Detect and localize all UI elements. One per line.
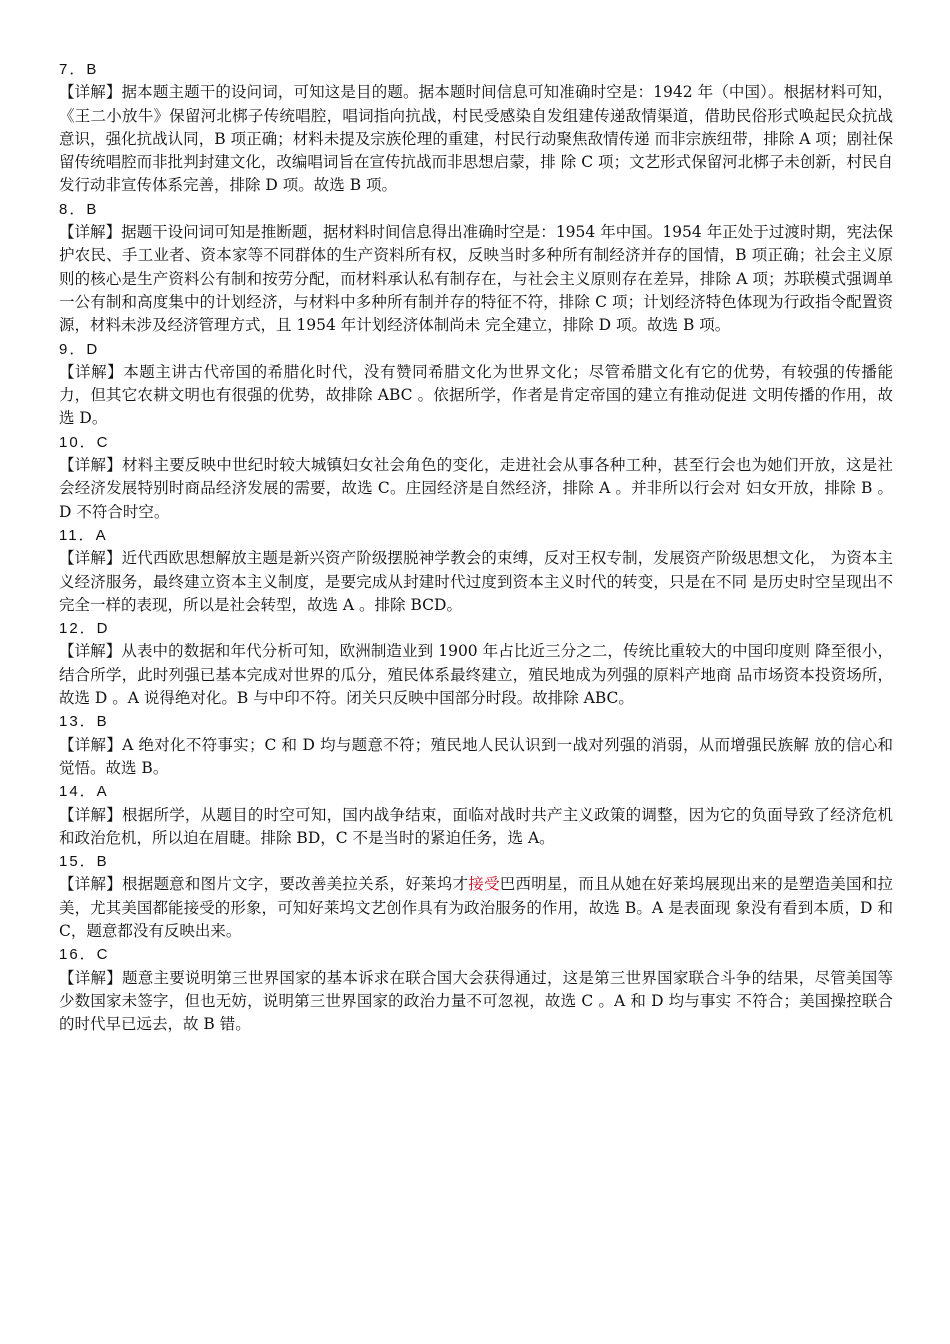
- answer-number: 15．B: [59, 853, 109, 871]
- question-block-10: [59, 431, 893, 524]
- explanation-text: 本题主讲古代帝国的希腊化时代，没有赞同希腊文化为世界文化；尽管希腊文化有它的优势，有较强的传播能力，但其它农耕文明也有很强的优势，故排除 ABC 。依据所学，作者是肯定帝国的建立有推动促进 文明传播的作用，故选 D。: [59, 362, 893, 428]
- explanation-text: 从表中的数据和年代分析可知，欧洲制造业到 1900 年占比近三分之二，传统比重较大的中国印度则 降至很小，结合所学，此时列强已基本完成对世界的瓜分，殖民体系最终建立，殖民地成为列强的原料产地商 品市场资本投资场所，故选 D 。A 说得绝对化。B 与中印不符。闭关只反映中国部分时段。故排除 ABC。: [59, 642, 893, 708]
- explanation: [59, 873, 893, 943]
- explanation-text: 根据所学，从题目的时空可知，国内战争结束，面临对战时共产主义政策的调整，因为它的负面导致了经济危机和政治危机，所以迫在眉睫。排除 BD，C 不是当时的紧迫任务，选 A。: [59, 805, 893, 847]
- explanation: [59, 734, 893, 781]
- explanation: [59, 804, 893, 851]
- explanation-label: 【详解】: [59, 549, 122, 568]
- question-block-13: [59, 710, 893, 780]
- explanation-label: 【详解】: [59, 875, 122, 894]
- question-block-7: [59, 58, 893, 198]
- explanation-label: 【详解】: [59, 362, 124, 381]
- question-block-12: [59, 617, 893, 710]
- explanation-label: 【详解】: [59, 223, 122, 242]
- explanation: [59, 967, 893, 1037]
- explanation: [59, 221, 893, 337]
- explanation: [59, 547, 893, 617]
- explanation-text-continued: 巴西明星，而且从她在好莱坞展现出来的是塑造美国和拉美，尤其美国都能接受的形象，可知好莱坞文艺创作具有为政治服务的作用，故选 B。A 是表面现 象没有看到本质，D 和 C，题意都没有反映出来。: [59, 875, 893, 940]
- answer-number: 12．D: [59, 620, 110, 638]
- explanation-text: 据题干设问词可知是推断题，据材料时间信息得出准确时空是：1954 年中国。1954 年正处于过渡时期，宪法保护农民、手工业者、资本家等不同群体的生产资料所有权，反映当时多种所有制经济并存的国情，B 项正确；社会主义原则的核心是生产资料公有制和按劳分配，而材料承认私有制存在，与社会主义原则存在差异，排除 A 项；苏联模式强调单一公有制和高度集中的计划经济，与材料中多种所有制并存的特征不符，排除 C 项；计划经济特色体现为行政指令配置资源，材料未涉及经济管理方式，且 1954 年计划经济体制尚未 完全建立，排除 D 项。故选 B 项。: [59, 223, 893, 335]
- explanation-label: 【详解】: [59, 968, 122, 987]
- explanation-label: 【详解】: [59, 456, 122, 475]
- answer-number: 11．A: [59, 526, 108, 544]
- question-block-8: [59, 198, 893, 338]
- answer-number: 14．A: [59, 783, 109, 801]
- explanation: [59, 361, 893, 431]
- explanation: [59, 640, 893, 710]
- explanation-label: 【详解】: [59, 805, 122, 824]
- answer-number: 9．D: [59, 340, 100, 358]
- answer-number: 8．B: [59, 200, 99, 218]
- answer-key-document: [59, 58, 893, 1036]
- explanation-label: 【详解】: [59, 735, 123, 754]
- explanation-text: 据本题主题干的设问词，可知这是目的题。据本题时间信息可知准确时空是：1942 年（中国）。根据材料可知，《王二小放牛》保留河北梆子传统唱腔，唱词指向抗战，村民受感染自发组建传递敌情渠道，借助民俗形式唤起民众抗战意识，强化抗战认同，B 项正确；材料未提及宗族伦理的重建，村民行动聚焦敌情传递 而非宗族纽带，排除 A 项；剧社保留传统唱腔而非批判封建文化，改编唱词旨在宣传抗战而非思想启蒙，排 除 C 项；文艺形式保留河北梆子未创新，村民自发行动非宣传体系完善，排除 D 项。故选 B 项。: [59, 83, 893, 195]
- explanation-text: A 绝对化不符事实；C 和 D 均与题意不符；殖民地人民认识到一战对列强的消弱，从而增强民族解 放的信心和觉悟。故选 B。: [59, 735, 893, 777]
- question-block-14: [59, 780, 893, 850]
- answer-number: 16．C: [59, 946, 110, 964]
- explanation-text: 题意主要说明第三世界国家的基本诉求在联合国大会获得通过，这是第三世界国家联合斗争的结果，尽管美国等少数国家未签字，但也无妨，说明第三世界国家的政治力量不可忽视，故选 C 。A 和 D 均与事实 不符合；美国操控联合的时代早已远去，故 B 错。: [59, 968, 893, 1034]
- explanation-label: 【详解】: [59, 83, 122, 102]
- question-block-11: [59, 524, 893, 617]
- question-block-16: [59, 943, 893, 1036]
- answer-number: 7．B: [59, 61, 99, 78]
- question-block-9: [59, 338, 893, 431]
- explanation: [59, 454, 893, 524]
- answer-number: 10．C: [59, 433, 110, 451]
- highlighted-text: 接受: [468, 875, 500, 894]
- explanation-label: 【详解】: [59, 642, 122, 661]
- question-block-15: [59, 850, 893, 943]
- explanation-text: 根据题意和图片文字，要改善美拉关系，好莱坞才: [121, 875, 469, 894]
- explanation: [59, 81, 893, 197]
- answer-number: 13．B: [59, 713, 109, 731]
- explanation-text: 材料主要反映中世纪时较大城镇妇女社会角色的变化，走进社会从事各种工种，甚至行会也为她们开放，这是社会经济发展特别时商品经济发展的需要，故选 C。庄园经济是自然经济，排除 A 。并非所以行会对 妇女开放，排除 B 。D 不符合时空。: [59, 456, 893, 521]
- explanation-text: 近代西欧思想解放主题是新兴资产阶级摆脱神学教会的束缚，反对王权专制，发展资产阶级思想文化， 为资本主义经济服务，最终建立资本主义制度，是要完成从封建时代过度到资本主义时代的转变，只是在不同 是历史时空呈现出不完全一样的表现，所以是社会转型，故选 A 。排除 BCD。: [59, 549, 893, 614]
